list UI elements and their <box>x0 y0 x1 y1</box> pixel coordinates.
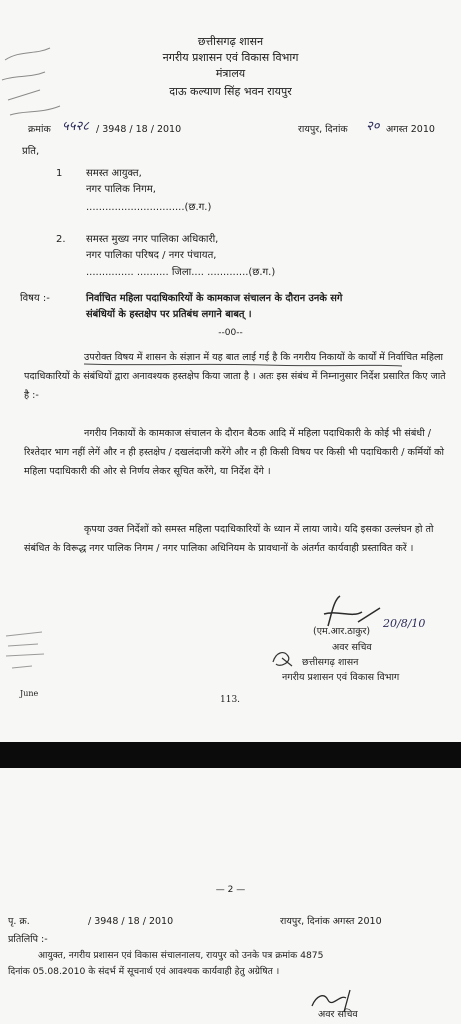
recipient-2-line2: नगर पालिका परिषद / नगर पंचायत, <box>86 250 217 261</box>
letter-page-2 <box>0 768 461 1024</box>
to-label: प्रति, <box>22 146 40 157</box>
recipient-1-line3: ...............................(छ.ग.) <box>86 202 212 213</box>
recipient-1-title: समस्त आयुक्त, <box>86 168 142 179</box>
subject-label: विषय :- <box>20 293 50 304</box>
ref-number: / 3948 / 18 / 2010 <box>96 124 182 135</box>
page-2-ref-label: पृ. क्र. <box>8 916 30 927</box>
page-2-place-date: रायपुर, दिनांक अगस्त 2010 <box>280 916 382 927</box>
copy-label: प्रतिलिपि :- <box>8 934 48 945</box>
signature-date-handwritten: 20/8/10 <box>383 617 426 630</box>
ref-label: क्रमांक <box>28 124 51 135</box>
page-separator <box>0 742 461 768</box>
underline-mark <box>84 362 404 368</box>
signatory-org-2: नगरीय प्रशासन एवं विकास विभाग <box>282 672 400 683</box>
header-ministry: मंत्रालय <box>215 67 246 80</box>
footer-page-number: 113. <box>220 695 241 705</box>
recipient-2-title: समस्त मुख्य नगर पालिका अधिकारी, <box>86 234 219 245</box>
header-department: नगरीय प्रशासन एवं विकास विभाग <box>162 51 299 64</box>
signatory-org-1: छत्तीसगढ़ शासन <box>302 657 359 668</box>
signatory-name: (एम.आर.ठाकुर) <box>313 626 371 637</box>
initials-mark <box>270 648 296 670</box>
page-2-marker: — 2 — <box>215 885 246 895</box>
ref-place: रायपुर, दिनांक <box>298 124 348 135</box>
page-2-designation: अवर सचिव <box>318 1009 358 1020</box>
subject-line-1: निर्वाचित महिला पदाधिकारियों के कामकाज संचालन के दौरान उनके सगे <box>86 293 343 304</box>
copy-line-2: दिनांक 05.08.2010 के संदर्भ में सूचनार्थ एवं आवश्यक कार्यवाही हेतु अग्रेषित । <box>8 966 280 977</box>
ref-date-handwritten: २० <box>366 119 380 134</box>
recipient-2-number: 2. <box>56 234 66 245</box>
header-government: छत्तीसगढ़ शासन <box>197 35 264 48</box>
body-paragraph-1: उपरोक्त विषय में शासन के संज्ञान में यह बात लाई गई है कि नगरीय निकायों के कार्यों में निर्वाचित महिला पदाधिकारियों के संबंधियों द्वारा अनावश्यक हस्तक्षेप किया जाता है । अतः इस संबंध में निम्नानुसार निर्देश प्रसारित किए जाते है :- <box>24 352 446 401</box>
margin-note <box>2 626 62 686</box>
ref-date: अगस्त 2010 <box>386 124 435 135</box>
recipient-2-line3: ............... .......... जिला.... .............(छ.ग.) <box>86 267 276 278</box>
ref-number-handwritten: ५५२८ <box>62 119 90 134</box>
recipient-1-number: 1 <box>56 168 63 179</box>
signatory-designation: अवर सचिव <box>332 642 372 653</box>
body-paragraph-2: नगरीय निकायों के कामकाज संचालन के दौरान बैठक आदि में महिला पदाधिकारी के कोई भी संबंधी / रिश्तेदार भाग नहीं लेगें और न ही हस्तक्षेप / दखलंदाजी करेंगे और न ही किसी विषय पर किसी भी पदाधिकारी / कर्मियों को महिला पदाधिकारी की ओर से निर्णय लेकर सूचित करेंगे, या निर्देश देंगे । <box>24 428 445 477</box>
recipient-1-line2: नगर पालिक निगम, <box>86 184 156 195</box>
footer-month: June <box>20 689 39 698</box>
copy-line-1: आयुक्त, नगरीय प्रशासन एवं विकास संचालनालय, रायपुर को उनके पत्र क्रमांक 4875 <box>38 950 324 961</box>
subject-separator: --00-- <box>218 328 243 338</box>
header-building: दाऊ कल्याण सिंह भवन रायपुर <box>169 85 292 98</box>
subject-line-2: संबंधियों के हस्तक्षेप पर प्रतिबंध लगाने बाबत् । <box>86 309 252 320</box>
page-2-ref-number: / 3948 / 18 / 2010 <box>88 916 174 927</box>
body-paragraph-3: कृपया उक्त निर्देशों को समस्त महिला पदाधिकारियों के ध्यान में लाया जाये। यदि इसका उल्लंघन हो तो संबंधित के विरूद्ध नगर पालिक निगम / नगर पालिका अधिनियम के प्रावधानों के अंतर्गत कार्यवाही प्रस्तावित करें । <box>24 524 434 554</box>
